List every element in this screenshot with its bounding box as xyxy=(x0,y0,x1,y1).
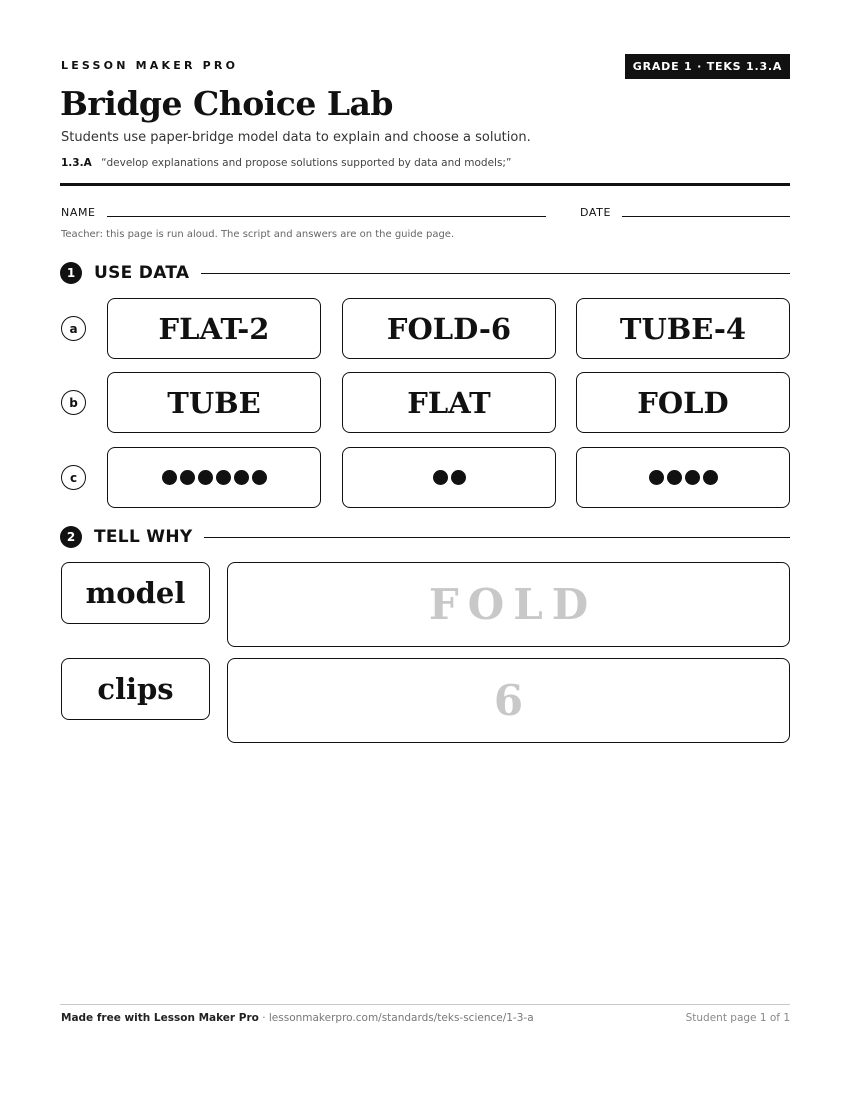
count-dot xyxy=(180,470,195,485)
row-letter-c: c xyxy=(61,465,86,490)
dot-group xyxy=(162,470,267,485)
row-letter-a: a xyxy=(61,316,86,341)
section-tell-why-header xyxy=(60,525,790,549)
count-dot xyxy=(451,470,466,485)
count-dot xyxy=(703,470,718,485)
standard-line xyxy=(61,157,511,169)
bridge-shape-card[interactable]: TUBE xyxy=(107,372,321,433)
dot-count-card[interactable] xyxy=(107,447,321,508)
bridge-shape-card[interactable]: FLAT xyxy=(342,372,556,433)
tell-label-clips: clips xyxy=(61,658,210,720)
count-dot xyxy=(162,470,177,485)
date-field[interactable] xyxy=(622,216,790,217)
dot-count-card[interactable] xyxy=(576,447,790,508)
count-dot xyxy=(433,470,448,485)
row-letter-b: b xyxy=(61,390,86,415)
date-label: DATE xyxy=(580,206,612,219)
footer-page-number: Student page 1 of 1 xyxy=(685,1012,790,1024)
tell-label-model: model xyxy=(61,562,210,624)
footer-made-with: Made free with Lesson Maker Pro xyxy=(61,1012,259,1024)
name-label: NAME xyxy=(61,206,96,219)
bridge-name-card[interactable]: FLAT-2 xyxy=(107,298,321,359)
name-field[interactable] xyxy=(107,216,546,217)
page-title: Bridge Choice Lab xyxy=(60,84,393,123)
count-dot xyxy=(649,470,664,485)
count-dot xyxy=(252,470,267,485)
section-use-data-header xyxy=(60,261,790,285)
standard-code: 1.3.A xyxy=(61,157,92,169)
dot-group xyxy=(649,470,718,485)
answer-box-clips[interactable]: 6 xyxy=(227,658,790,743)
footer-separator: · xyxy=(258,1012,269,1024)
footer-divider xyxy=(60,1004,790,1005)
count-dot xyxy=(198,470,213,485)
answer-box-model[interactable]: FOLD xyxy=(227,562,790,647)
count-dot xyxy=(234,470,249,485)
page-subtitle: Students use paper-bridge model data to explain and choose a solution. xyxy=(61,130,531,145)
teacher-note: Teacher: this page is run aloud. The script and answers are on the guide page. xyxy=(61,229,455,240)
bridge-name-card[interactable]: TUBE-4 xyxy=(576,298,790,359)
section-title: TELL WHY xyxy=(94,527,193,547)
grade-badge: GRADE 1 · TEKS 1.3.A xyxy=(625,54,790,79)
count-dot xyxy=(685,470,700,485)
section-number-badge: 2 xyxy=(60,526,82,548)
footer-url[interactable]: lessonmakerpro.com/standards/teks-science/1-3-a xyxy=(268,1012,534,1024)
footer-credit xyxy=(61,1012,534,1024)
count-dot xyxy=(667,470,682,485)
section-number-badge: 1 xyxy=(60,262,82,284)
dot-count-card[interactable] xyxy=(342,447,556,508)
dot-group xyxy=(433,470,466,485)
standard-text: “develop explanations and propose solutions supported by data and models;” xyxy=(101,157,512,169)
bridge-shape-card[interactable]: FOLD xyxy=(576,372,790,433)
header-divider xyxy=(60,183,790,186)
count-dot xyxy=(216,470,231,485)
section-rule xyxy=(201,273,790,274)
bridge-name-card[interactable]: FOLD-6 xyxy=(342,298,556,359)
brand-name: LESSON MAKER PRO xyxy=(61,59,239,72)
section-title: USE DATA xyxy=(94,263,190,283)
section-rule xyxy=(204,537,790,538)
